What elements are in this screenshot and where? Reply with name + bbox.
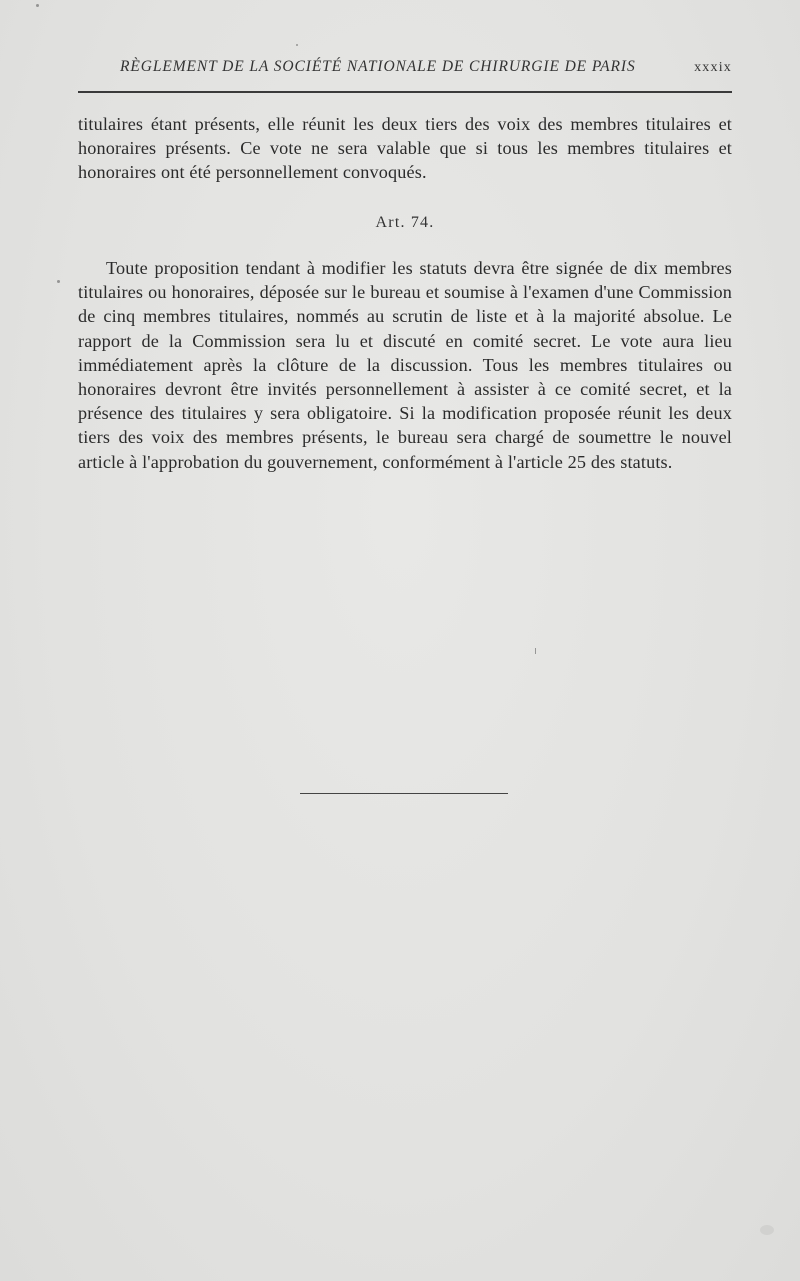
continuation-paragraph: titulaires étant présents, elle réunit les deux tiers des voix des membres titulaires et honoraires présents. Ce vote ne sera valable que si tous les membres titulaires et honoraires ont été personnellement convoqués. — [78, 114, 732, 183]
ink-speck — [36, 4, 39, 7]
ink-speck — [57, 280, 60, 283]
running-head — [78, 56, 732, 78]
ink-speck — [535, 648, 536, 654]
page-number: xxxix — [694, 60, 732, 75]
article-heading: Art. 74. — [375, 214, 435, 231]
running-title: RÈGLEMENT DE LA SOCIÉTÉ NATIONALE DE CHIRURGIE DE PARIS — [120, 58, 636, 75]
header-rule — [78, 91, 732, 93]
ink-speck — [296, 44, 298, 46]
article-paragraph: Toute proposition tendant à modifier les statuts devra être signée de dix membres titulaires ou honoraires, déposée sur le bureau et soumise à l'examen d'une Commission de cinq membres titulaires, nommés au scrutin de liste et à la majorité absolue. Le rapport de la Commission sera lu et discuté en comité secret. Le vote aura lieu immédiatement après la clôture de la discussion. Tous les membres titulaires ou honoraires devront être invités personnellement à assister à ce comité secret, et la présence des titulaires y sera obligatoire. Si la modification proposée réunit les deux tiers des voix des membres présents, le bureau sera chargé de soumettre le nouvel article à l'approbation du gouvernement, conformément à l'article 25 des statuts. — [78, 258, 732, 472]
paper-stain — [760, 1225, 774, 1235]
end-rule — [300, 793, 508, 794]
